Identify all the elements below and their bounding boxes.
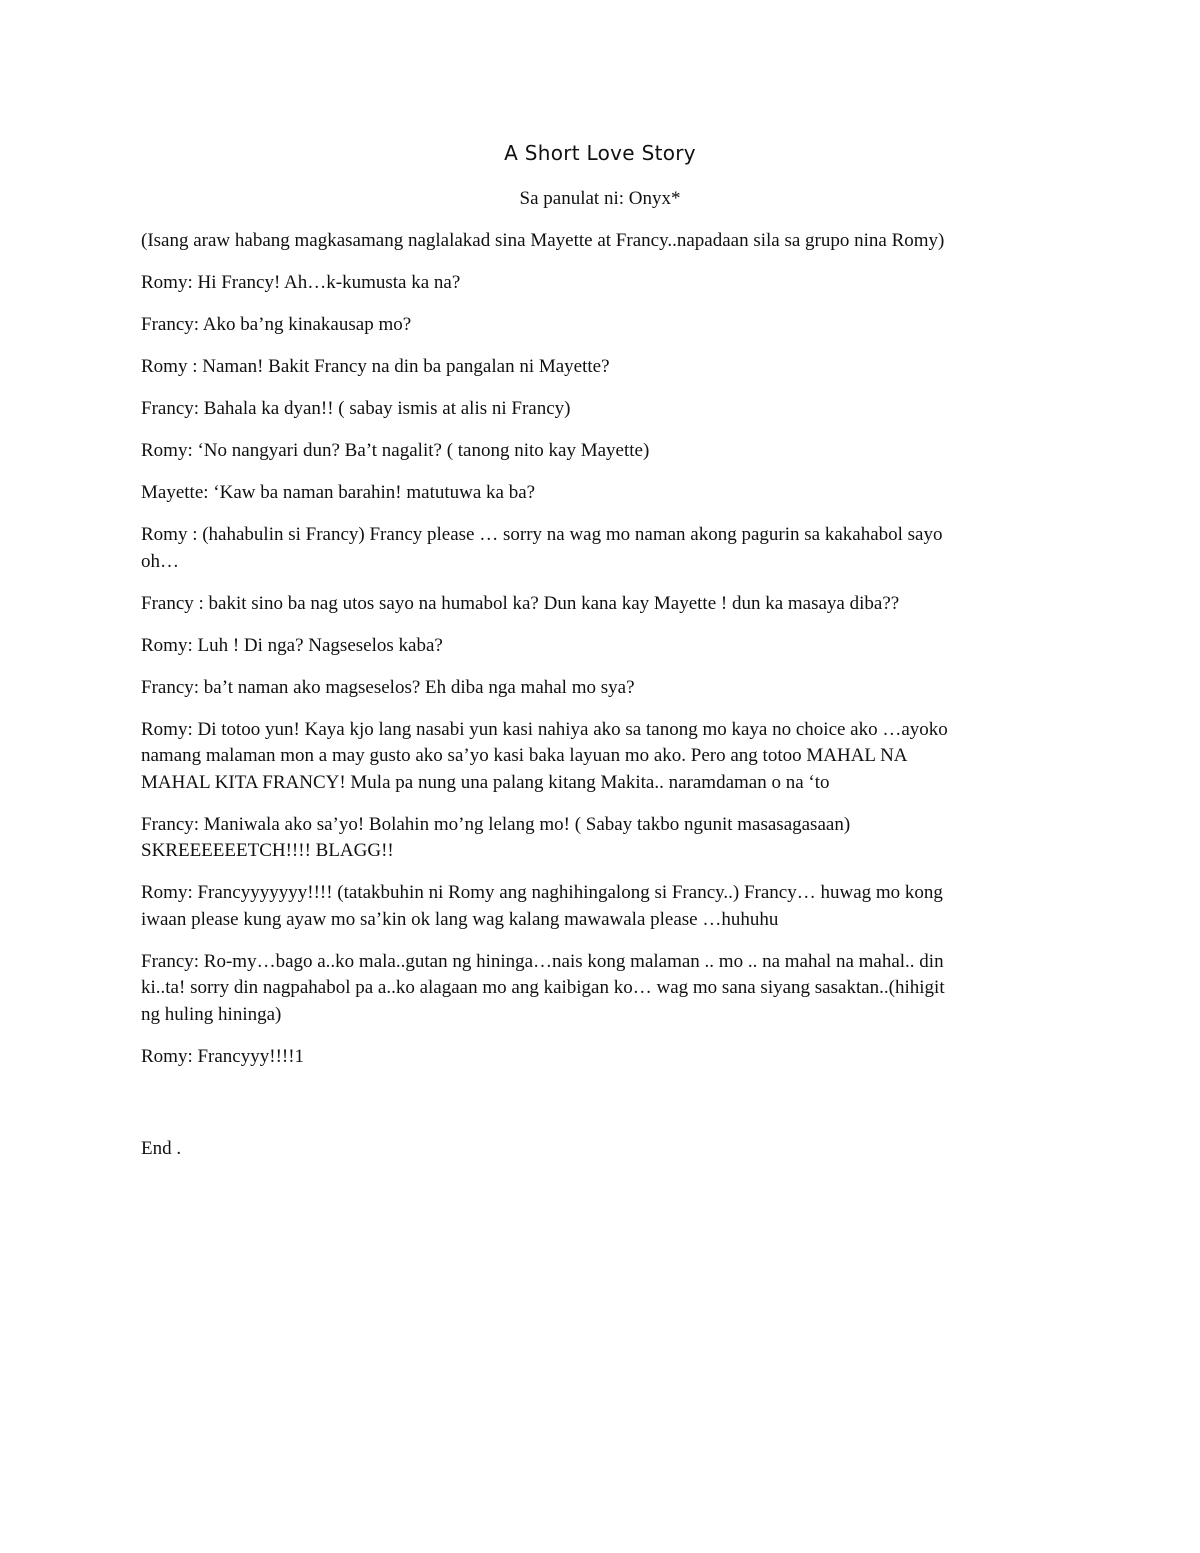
paragraph: Francy: Bahala ka dyan!! ( sabay ismis at alis ni Francy)	[141, 398, 571, 419]
document-end: End .	[141, 1138, 182, 1159]
document-title: A Short Love Story	[504, 141, 696, 165]
paragraph: Romy : (hahabulin si Francy) Francy please … sorry na wag mo naman akong pagurin sa kakahabol sayo oh…	[141, 524, 943, 572]
document-body	[141, 228, 1061, 1086]
paragraph: Romy: Luh ! Di nga? Nagseselos kaba?	[141, 634, 443, 656]
paragraph: Romy: Francyyy!!!!1	[141, 1045, 305, 1067]
paragraph: Romy: Di totoo yun! Kaya kjo lang nasabi yun kasi nahiya ako sa tanong mo kaya no choice ako …ayoko namang malaman mon a may gusto ako sa’yo kasi baka layuan mo ako. Pero ang totoo MAHAL NA MAHAL KITA FRANCY! Mula pa nung una palang kitang Makita.. naramdaman o na ‘to	[141, 718, 948, 793]
paragraph: Romy: Hi Francy! Ah…k-kumusta ka na?	[141, 272, 461, 293]
paragraph: (Isang araw habang magkasamang naglalakad sina Mayette at Francy..napadaan sila sa grupo nina Romy)	[141, 230, 945, 251]
paragraph: Francy: ba’t naman ako magseselos? Eh diba nga mahal mo sya?	[141, 676, 635, 698]
paragraph: Francy : bakit sino ba nag utos sayo na humabol ka? Dun kana kay Mayette ! dun ka masaya diba??	[141, 592, 900, 614]
paragraph: Francy: Maniwala ako sa’yo! Bolahin mo’ng lelang mo! ( Sabay takbo ngunit masasagasaan) SKREEEEEETCH!!!! BLAGG!!	[141, 813, 851, 861]
paragraph: Francy: Ako ba’ng kinakausap mo?	[141, 314, 412, 335]
paragraph: Romy : Naman! Bakit Francy na din ba pangalan ni Mayette?	[141, 356, 610, 377]
document-byline: Sa panulat ni: Onyx*	[519, 188, 681, 209]
paragraph: Romy: Francyyyyyyy!!!! (tatakbuhin ni Romy ang naghihingalong si Francy..) Francy… huwag mo kong iwaan please kung ayaw mo sa’kin ok lang wag kalang mawawala please …huhuhu	[141, 882, 943, 930]
paragraph: Mayette: ‘Kaw ba naman barahin! matutuwa ka ba?	[141, 482, 536, 503]
paragraph: Francy: Ro-my…bago a..ko mala..gutan ng hininga…nais kong malaman .. mo .. na mahal na mahal.. din ki..ta! sorry din nagpahabol pa a..ko alagaan mo ang kaibigan ko… wag mo sana siyang sasaktan..(hihigit ng huling hininga)	[141, 950, 945, 1025]
paragraph: Romy: ‘No nangyari dun? Ba’t nagalit? ( tanong nito kay Mayette)	[141, 440, 650, 461]
